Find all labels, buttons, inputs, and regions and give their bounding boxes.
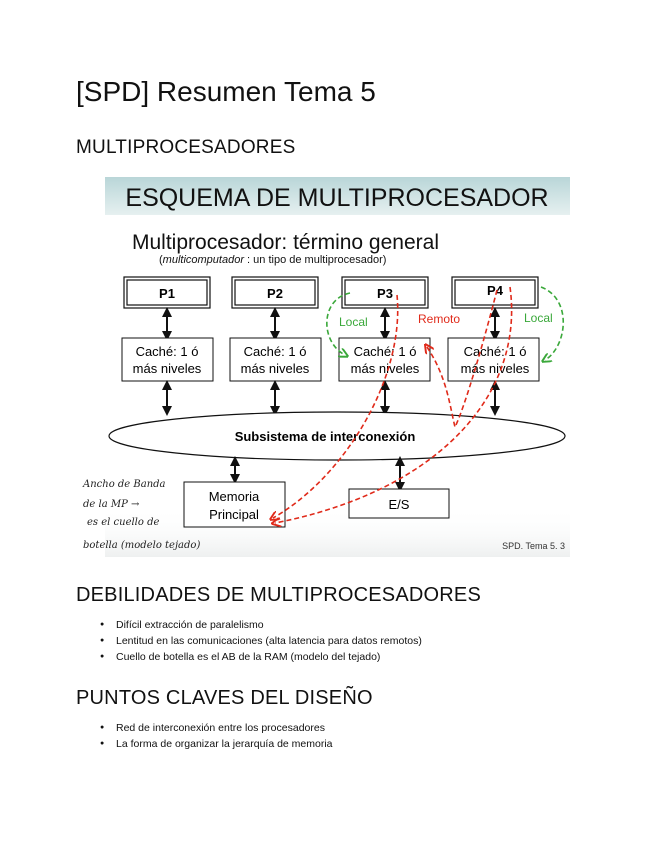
- cache-2-line2: más niveles: [240, 361, 310, 376]
- memory-line2: Principal: [209, 507, 259, 522]
- main-memory: [184, 482, 285, 527]
- figure-banner-text: ESQUEMA DE MULTIPROCESADOR: [125, 184, 549, 212]
- debilidades-list: [100, 617, 422, 665]
- processor-p2-label: P2: [267, 286, 283, 301]
- cache-1-line2: más niveles: [132, 361, 202, 376]
- handwritten-line-1: Ancho de Banda: [83, 479, 166, 490]
- label-local-left: Local: [339, 315, 368, 329]
- multiprocessor-diagram: [83, 177, 570, 557]
- processor-p4: [452, 277, 538, 308]
- cache-4-line2: más niveles: [460, 361, 530, 376]
- section-heading-multiprocesadores: MULTIPROCESADORES: [76, 137, 296, 158]
- remote-access-arrow-p3: [273, 295, 398, 518]
- figure-title: Multiprocesador: término general: [132, 231, 439, 254]
- cache-4: [448, 338, 539, 381]
- label-remote: Remoto: [418, 312, 461, 326]
- cache-2: [230, 338, 321, 381]
- processor-p1: [124, 277, 210, 308]
- interconnect-label: Subsistema de interconexión: [234, 429, 416, 444]
- handwritten-line-4: botella (modelo tejado): [83, 540, 201, 551]
- list-item: ● Cuello de botella es el AB de la RAM (modelo del tejado): [100, 649, 422, 665]
- document-title: [SPD] Resumen Tema 5: [76, 76, 376, 107]
- processor-p1-label: P1: [159, 286, 175, 301]
- section-heading-debilidades: DEBILIDADES DE MULTIPROCESADORES: [76, 584, 482, 606]
- figure-subtitle: [159, 254, 386, 266]
- io-box: [349, 489, 449, 518]
- remote-access-arrow-p4-memory: [275, 287, 512, 523]
- memory-line1: Memoria: [208, 489, 260, 504]
- figure-subtitle-italic: multicomputador: [162, 254, 244, 266]
- cache-4-line1: Caché: 1 ó: [463, 344, 527, 359]
- cache-3-line2: más niveles: [350, 361, 420, 376]
- list-item: ● Red de interconexión entre los procesadores: [100, 720, 333, 736]
- cache-1-line1: Caché: 1 ó: [135, 344, 199, 359]
- processor-p2: [232, 277, 318, 308]
- list-item: ● Difícil extracción de paralelismo: [100, 617, 422, 633]
- puntos-claves-list: [100, 720, 333, 752]
- figure-subtitle-open: (: [159, 254, 163, 266]
- cache-3: [339, 338, 430, 381]
- figure-subtitle-rest: : un tipo de multiprocesador): [244, 254, 387, 266]
- processor-p3-label: P3: [377, 286, 393, 301]
- list-item: ● Lentitud en las comunicaciones (alta latencia para datos remotos): [100, 633, 422, 649]
- handwritten-line-2: de la MP →: [83, 499, 140, 510]
- label-local-right: Local: [524, 311, 553, 325]
- processor-p3: [342, 277, 428, 308]
- cache-2-line1: Caché: 1 ó: [243, 344, 307, 359]
- list-item: ● La forma de organizar la jerarquía de memoria: [100, 736, 333, 752]
- cache-1: [122, 338, 213, 381]
- figure-footer: SPD. Tema 5. 3: [502, 541, 565, 551]
- io-label: E/S: [388, 497, 410, 512]
- cache-3-line1: Caché: 1 ó: [353, 344, 417, 359]
- section-heading-puntos-claves: PUNTOS CLAVES DEL DISEÑO: [76, 687, 373, 709]
- handwritten-line-3: es el cuello de: [87, 517, 160, 528]
- processor-p4-label: P4: [487, 283, 503, 298]
